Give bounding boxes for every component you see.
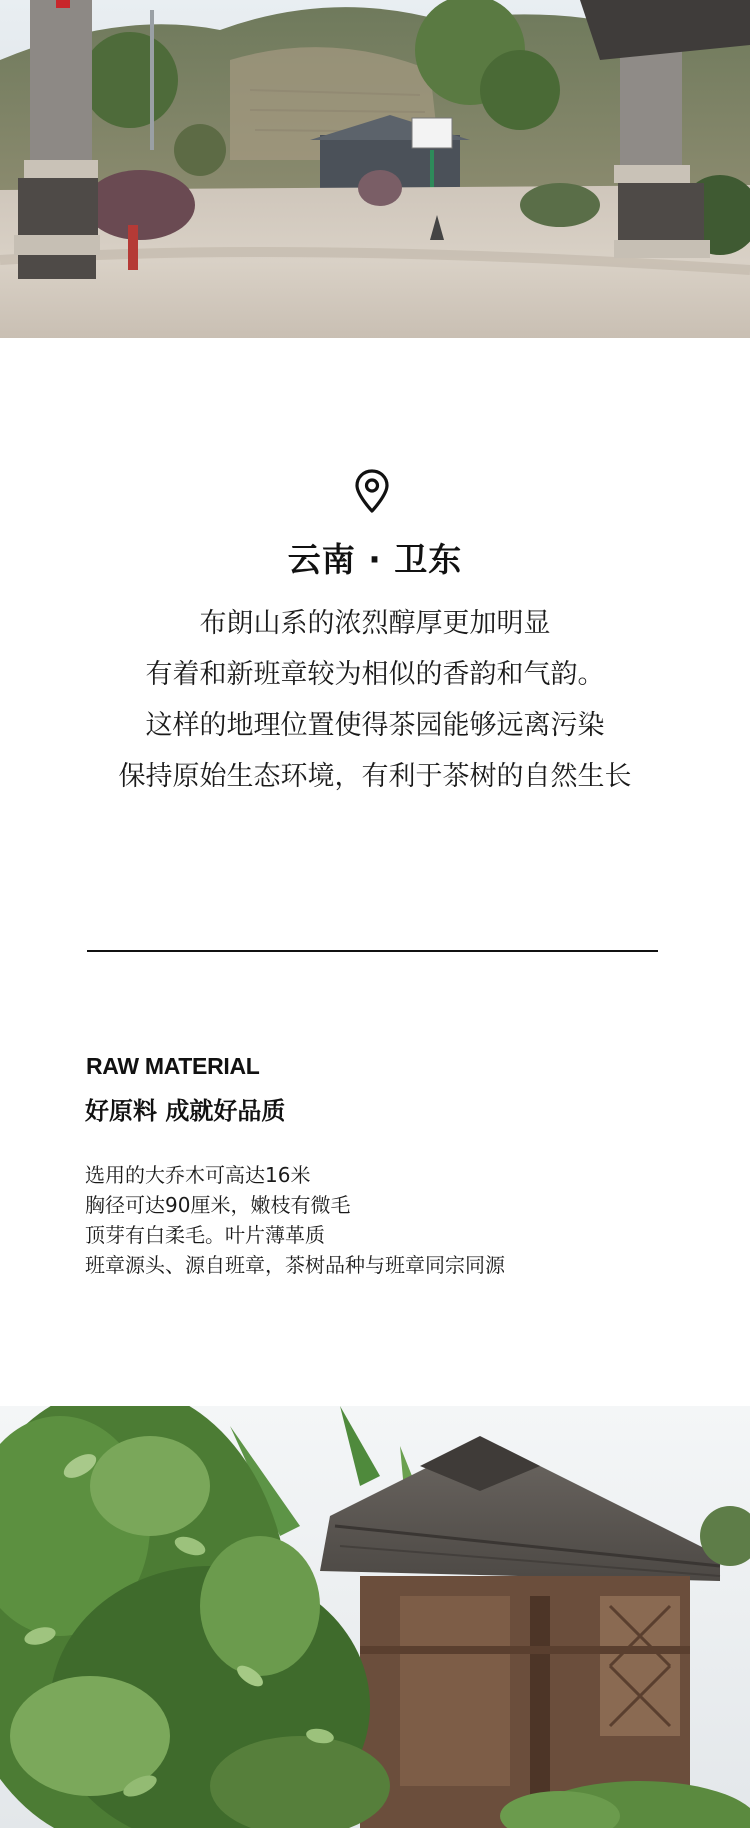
description-line: 保持原始生态环境，有利于茶树的自然生长 xyxy=(118,761,632,792)
description-line: 布朗山系的浓烈醇厚更加明显 xyxy=(199,608,551,639)
location-title: 云南 · 卫东 xyxy=(287,540,463,579)
raw-material-heading: RAW MATERIAL xyxy=(86,1053,260,1079)
description-line: 这样的地理位置使得茶园能够远离污染 xyxy=(145,710,605,741)
tea-garden-photo xyxy=(0,1406,750,1828)
raw-material-line: 选用的大乔木可高达16米 xyxy=(85,1163,311,1187)
map-pin-icon xyxy=(354,468,390,514)
raw-material-line: 顶芽有白柔毛。叶片薄革质 xyxy=(85,1223,325,1247)
raw-material-subheading: 好原料 成就好品质 xyxy=(85,1097,286,1125)
location-description xyxy=(0,598,750,802)
section-divider xyxy=(87,950,658,952)
raw-material-line: 胸径可达90厘米，嫩枝有微毛 xyxy=(85,1193,351,1217)
village-photo xyxy=(0,0,750,338)
description-line: 有着和新班章较为相似的香韵和气韵。 xyxy=(145,659,605,690)
raw-material-line: 班章源头、源自班章，茶树品种与班章同宗同源 xyxy=(85,1253,505,1277)
raw-material-description xyxy=(85,1160,505,1280)
